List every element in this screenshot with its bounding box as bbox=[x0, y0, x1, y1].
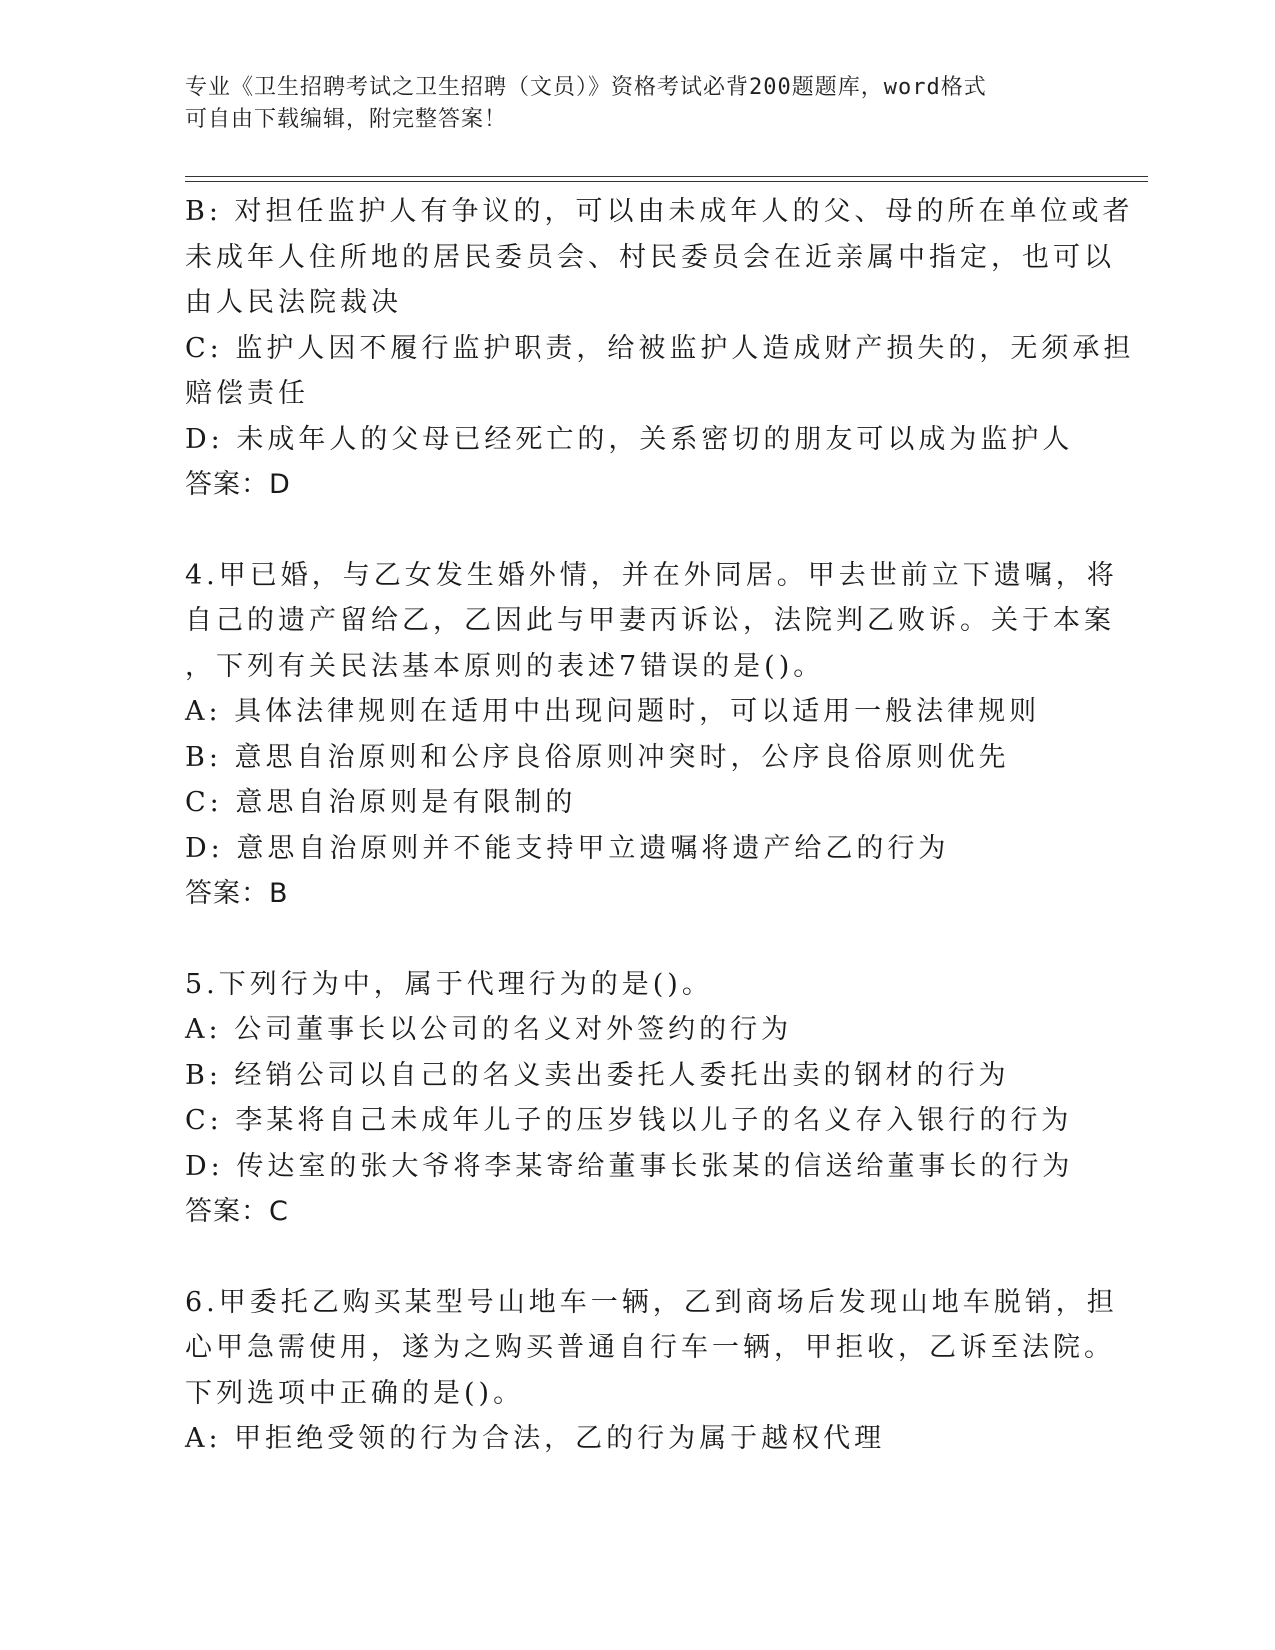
q4-option-d: D: 意思自治原则并不能支持甲立遗嘱将遗产给乙的行为 bbox=[185, 832, 950, 864]
document-header bbox=[185, 72, 1065, 136]
q5-option-a: A: 公司董事长以公司的名义对外签约的行为 bbox=[185, 1014, 793, 1045]
q4-option-a: A: 具体法律规则在适用中出现问题时，可以适用一般法律规则 bbox=[185, 696, 1041, 727]
header-title-line-1: 专业《卫生招聘考试之卫生招聘（文员）》资格考试必背200题题库，word格式 bbox=[185, 75, 987, 100]
question-3-tail bbox=[185, 189, 1135, 508]
q5-option-c: C: 李某将自己未成年儿子的压岁钱以儿子的名义存入银行的行为 bbox=[185, 1105, 1073, 1136]
spacer bbox=[185, 508, 1065, 553]
q3-option-b-line-3: 由人民法院裁决 bbox=[185, 287, 402, 318]
q4-stem-line-2: 自己的遗产留给乙，乙因此与甲妻丙诉讼，法院判乙败诉。关于本案 bbox=[185, 605, 1115, 636]
question-4 bbox=[185, 553, 1118, 917]
header-divider-bottom bbox=[185, 181, 1148, 182]
q5-option-d: D: 传达室的张大爷将李某寄给董事长张某的信送给董事长的行为 bbox=[185, 1150, 1074, 1182]
q4-option-c: C: 意思自治原则是有限制的 bbox=[185, 787, 577, 818]
question-6 bbox=[185, 1280, 1118, 1462]
q6-stem-line-2: 心甲急需使用，遂为之购买普通自行车一辆，甲拒收，乙诉至法院。 bbox=[185, 1332, 1115, 1363]
header-divider-top bbox=[185, 176, 1148, 177]
document-body bbox=[185, 189, 1135, 1462]
q3-option-c-line-1: C: 监护人因不履行监护职责，给被监护人造成财产损失的，无须承担 bbox=[185, 332, 1135, 364]
q4-stem-line-1: 4.甲已婚，与乙女发生婚外情，并在外同居。甲去世前立下遗嘱，将 bbox=[185, 559, 1118, 591]
q3-option-b-line-2: 未成年人住所地的居民委员会、村民委员会在近亲属中指定，也可以 bbox=[185, 241, 1115, 273]
q5-stem: 5.下列行为中，属于代理行为的是()。 bbox=[185, 968, 713, 1000]
q5-answer: 答案：C bbox=[185, 1196, 289, 1227]
q3-option-c-line-2: 赔偿责任 bbox=[185, 378, 309, 409]
spacer bbox=[185, 1235, 1065, 1280]
q4-option-b: B: 意思自治原则和公序良俗原则冲突时，公序良俗原则优先 bbox=[185, 741, 1010, 773]
header-title-line-2: 可自由下载编辑，附完整答案！ bbox=[185, 107, 508, 132]
q4-stem-line-3: ，下列有关民法基本原则的表述7错误的是()。 bbox=[185, 650, 825, 682]
q6-stem-line-3: 下列选项中正确的是()。 bbox=[185, 1377, 525, 1409]
q3-option-d: D: 未成年人的父母已经死亡的，关系密切的朋友可以成为监护人 bbox=[185, 423, 1074, 455]
q6-option-a: A: 甲拒绝受领的行为合法，乙的行为属于越权代理 bbox=[185, 1423, 886, 1454]
spacer bbox=[185, 917, 1065, 962]
q5-option-b: B: 经销公司以自己的名义卖出委托人委托出卖的钢材的行为 bbox=[185, 1059, 1010, 1091]
q4-answer: 答案：B bbox=[185, 878, 289, 909]
q6-stem-line-1: 6.甲委托乙购买某型号山地车一辆，乙到商场后发现山地车脱销，担 bbox=[185, 1286, 1118, 1318]
q3-answer: 答案：D bbox=[185, 469, 291, 500]
question-5 bbox=[185, 962, 1074, 1235]
q3-option-b-line-1: B: 对担任监护人有争议的，可以由未成年人的父、母的所在单位或者 bbox=[185, 196, 1134, 227]
